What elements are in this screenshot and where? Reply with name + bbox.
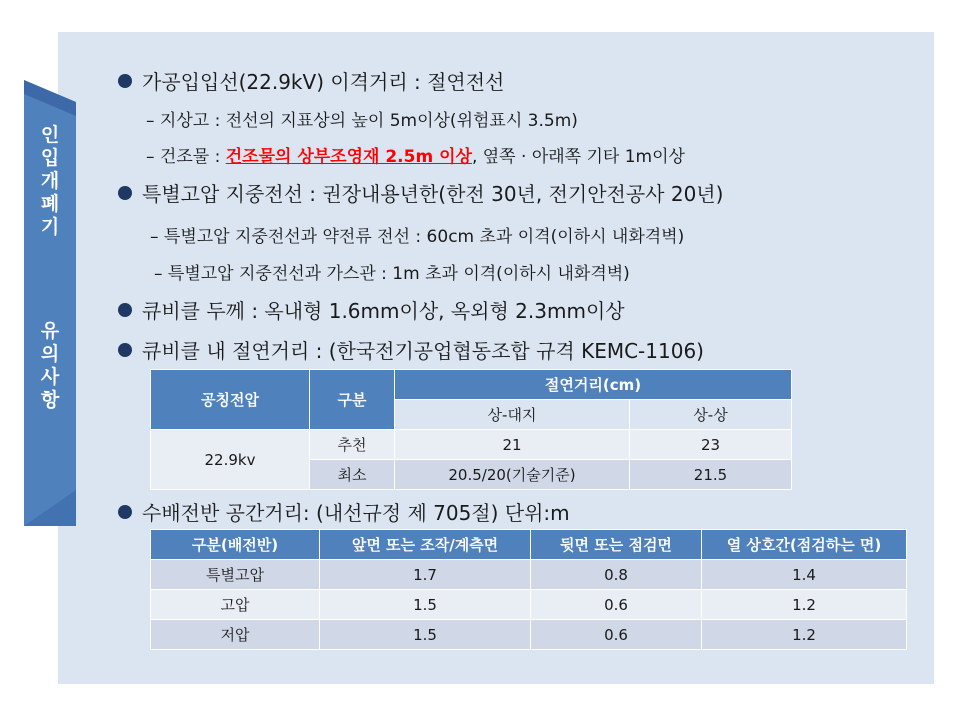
bullet-dot-icon (118, 303, 132, 317)
table-cell: 특별고압 (151, 560, 320, 590)
side-tab-char: 유 (40, 320, 60, 342)
switchboard-spacing-table (150, 529, 907, 650)
table-cell: 22.9kv (151, 430, 310, 490)
table-row (151, 560, 907, 590)
bullet-overhead-line (118, 66, 504, 95)
table-cell: 21.5 (630, 460, 792, 490)
table-cell: 1.2 (702, 590, 907, 620)
side-tab-char: 사 (40, 366, 60, 388)
table-cell: 0.6 (531, 620, 702, 650)
subitem-weak-current: – 특별고압 지중전선과 약전류 전선 : 60cm 초과 이격(이하시 내화격벽) (150, 227, 685, 247)
side-tab-char: 개 (40, 170, 60, 192)
table-cell: 1.7 (320, 560, 531, 590)
bullet-text: 큐비클 내 절연거리 : (한국전기공업협동조합 규격 KEMC-1106) (142, 339, 704, 363)
table-cell: 추천 (310, 430, 395, 460)
table-header: 앞면 또는 조작/계측면 (320, 530, 531, 560)
table-header: 절연거리(cm) (395, 370, 792, 400)
bullet-dot-icon (118, 505, 132, 519)
bullet-text: 특별고압 지중전선 : 권장내용년한(한전 30년, 전기안전공사 20년) (142, 182, 724, 206)
table-cell: 저압 (151, 620, 320, 650)
bullet-text: 가공입입선(22.9kV) 이격거리 : 절연전선 (142, 70, 505, 94)
bullet-underground-line (118, 178, 723, 207)
bullet-switchboard-spacing (118, 497, 570, 526)
side-tab-char: 항 (40, 389, 60, 411)
table-header: 구분 (310, 370, 395, 430)
highlight-text: 건조물의 상부조영재 2.5m 이상 (225, 147, 472, 167)
table-cell: 1.5 (320, 590, 531, 620)
side-tab-subheading (24, 320, 76, 412)
table-cell: 고압 (151, 590, 320, 620)
table-row (151, 590, 907, 620)
bullet-dot-icon (118, 186, 132, 200)
subitem-suffix: , 옆쪽 · 아래쪽 기타 1m이상 (471, 147, 685, 167)
side-tab-char: 폐 (40, 193, 60, 215)
table-cell: 1.4 (702, 560, 907, 590)
table-cell: 1.5 (320, 620, 531, 650)
bullet-dot-icon (118, 74, 132, 88)
table-subheader: 상-상 (630, 400, 792, 430)
table-cell: 최소 (310, 460, 395, 490)
table-header: 구분(배전반) (151, 530, 320, 560)
table-header: 공칭전압 (151, 370, 310, 430)
table-cell: 1.2 (702, 620, 907, 650)
bullet-cubicle-insulation (118, 335, 704, 364)
insulation-distance-table (150, 369, 792, 490)
side-tab-char: 인 (40, 124, 60, 146)
side-tab-char: 의 (40, 343, 60, 365)
table-cell: 20.5/20(기술기준) (395, 460, 630, 490)
bullet-dot-icon (118, 343, 132, 357)
table-cell: 0.8 (531, 560, 702, 590)
subitem-prefix: – 건조물 : (146, 147, 226, 167)
bullet-text: 수배전반 공간거리: (내선규정 제 705절) 단위:m (142, 501, 570, 525)
side-tab-heading (24, 124, 76, 239)
side-tab-char: 입 (40, 147, 60, 169)
side-tab-char: 기 (40, 216, 60, 238)
bullet-cubicle-thickness (118, 295, 625, 324)
table-cell: 0.6 (531, 590, 702, 620)
subitem-ground-height: – 지상고 : 전선의 지표상의 높이 5m이상(위험표시 3.5m) (146, 111, 578, 131)
table-row (151, 620, 907, 650)
table-subheader: 상-대지 (395, 400, 630, 430)
table-header: 뒷면 또는 점검면 (531, 530, 702, 560)
table-cell: 21 (395, 430, 630, 460)
subitem-building (146, 142, 685, 167)
table-header: 열 상호간(점검하는 면) (702, 530, 907, 560)
side-tab (24, 80, 76, 526)
subitem-gas-pipe: – 특별고압 지중전선과 가스관 : 1m 초과 이격(이하시 내화격벽) (154, 264, 630, 284)
table-cell: 23 (630, 430, 792, 460)
table-row (151, 430, 792, 460)
bullet-text: 큐비클 두께 : 옥내형 1.6mm이상, 옥외형 2.3mm이상 (142, 299, 625, 323)
